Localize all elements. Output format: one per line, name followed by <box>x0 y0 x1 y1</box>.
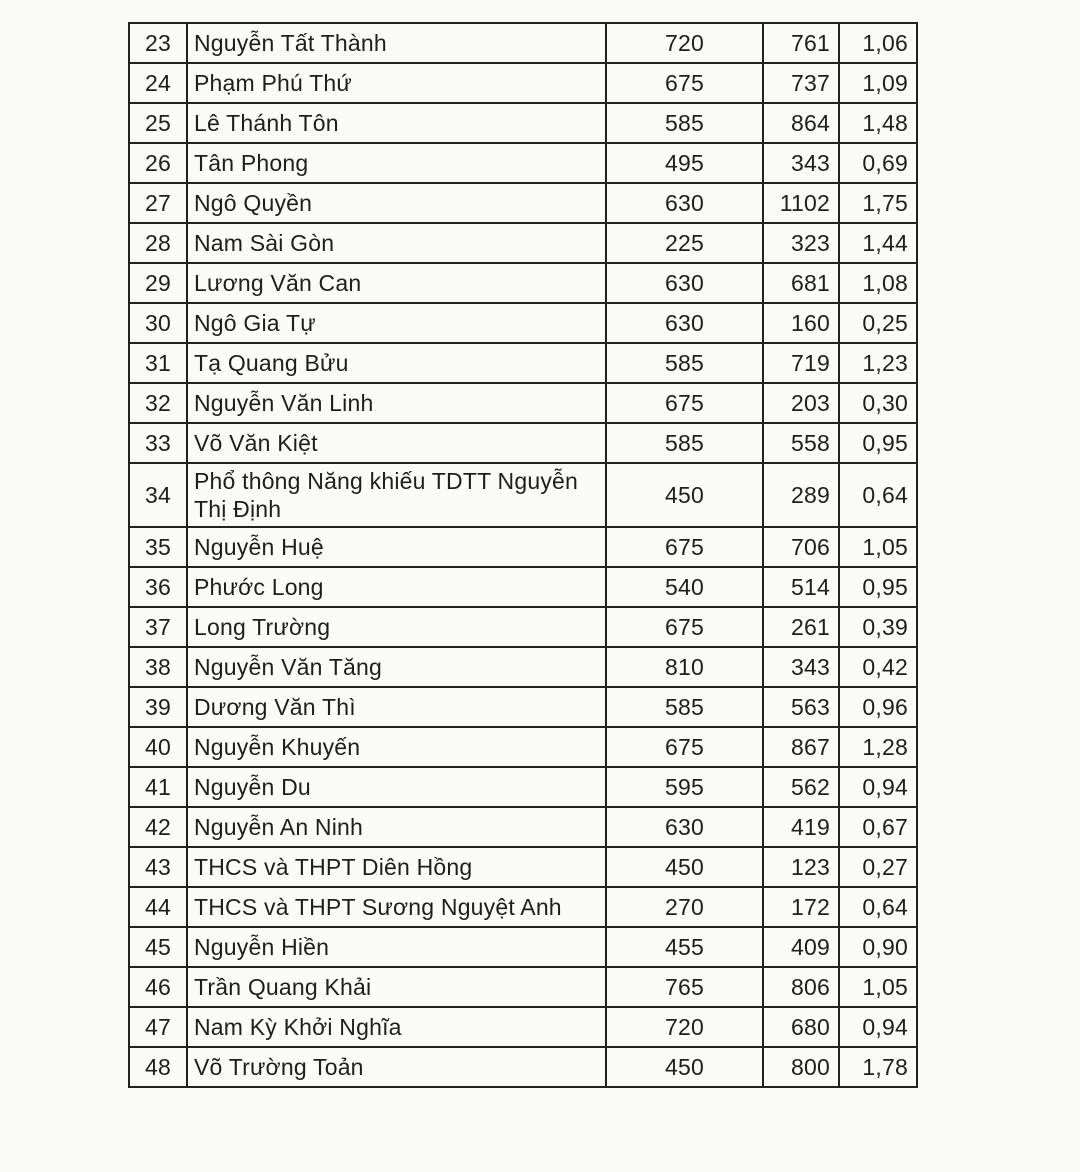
ratio-cell: 0,64 <box>839 463 917 527</box>
quota-cell: 450 <box>606 1047 763 1087</box>
ratio-cell: 0,94 <box>839 767 917 807</box>
table-row <box>129 767 917 807</box>
row-number-cell: 36 <box>129 567 187 607</box>
applicants-cell: 160 <box>763 303 839 343</box>
quota-cell: 540 <box>606 567 763 607</box>
school-name-cell: Nam Kỳ Khởi Nghĩa <box>187 1007 606 1047</box>
school-name-cell: Nguyễn Huệ <box>187 527 606 567</box>
school-name-cell: Nguyễn Tất Thành <box>187 23 606 63</box>
quota-cell: 585 <box>606 423 763 463</box>
row-number-cell: 26 <box>129 143 187 183</box>
applicants-cell: 681 <box>763 263 839 303</box>
row-number-cell: 29 <box>129 263 187 303</box>
ratio-cell: 0,94 <box>839 1007 917 1047</box>
quota-cell: 270 <box>606 887 763 927</box>
school-name-cell: Tạ Quang Bửu <box>187 343 606 383</box>
school-name-cell: Nguyễn Du <box>187 767 606 807</box>
ratio-cell: 1,28 <box>839 727 917 767</box>
applicants-cell: 261 <box>763 607 839 647</box>
quota-cell: 450 <box>606 463 763 527</box>
ratio-cell: 1,44 <box>839 223 917 263</box>
quota-cell: 675 <box>606 63 763 103</box>
quota-cell: 585 <box>606 103 763 143</box>
applicants-cell: 289 <box>763 463 839 527</box>
ratio-cell: 0,42 <box>839 647 917 687</box>
row-number-cell: 32 <box>129 383 187 423</box>
table-row <box>129 647 917 687</box>
school-name-cell: Võ Văn Kiệt <box>187 423 606 463</box>
school-name-cell: Ngô Gia Tự <box>187 303 606 343</box>
applicants-cell: 562 <box>763 767 839 807</box>
ratio-cell: 1,05 <box>839 527 917 567</box>
school-name-cell: Nguyễn Hiền <box>187 927 606 967</box>
applicants-cell: 514 <box>763 567 839 607</box>
applicants-cell: 706 <box>763 527 839 567</box>
quota-cell: 675 <box>606 383 763 423</box>
table-row <box>129 967 917 1007</box>
school-name-cell: THCS và THPT Diên Hồng <box>187 847 606 887</box>
school-name-cell: Ngô Quyền <box>187 183 606 223</box>
applicants-cell: 761 <box>763 23 839 63</box>
quota-cell: 225 <box>606 223 763 263</box>
row-number-cell: 35 <box>129 527 187 567</box>
applicants-cell: 558 <box>763 423 839 463</box>
ratio-cell: 0,90 <box>839 927 917 967</box>
row-number-cell: 30 <box>129 303 187 343</box>
table-row <box>129 223 917 263</box>
ratio-cell: 0,67 <box>839 807 917 847</box>
school-name-cell: THCS và THPT Sương Nguyệt Anh <box>187 887 606 927</box>
table-row <box>129 1047 917 1087</box>
row-number-cell: 48 <box>129 1047 187 1087</box>
row-number-cell: 27 <box>129 183 187 223</box>
table-row <box>129 847 917 887</box>
table-row <box>129 1007 917 1047</box>
row-number-cell: 43 <box>129 847 187 887</box>
applicants-cell: 1102 <box>763 183 839 223</box>
row-number-cell: 46 <box>129 967 187 1007</box>
row-number-cell: 41 <box>129 767 187 807</box>
applicants-cell: 409 <box>763 927 839 967</box>
school-table <box>128 22 918 1088</box>
applicants-cell: 719 <box>763 343 839 383</box>
ratio-cell: 0,96 <box>839 687 917 727</box>
ratio-cell: 0,95 <box>839 567 917 607</box>
table-row <box>129 423 917 463</box>
school-name-cell: Tân Phong <box>187 143 606 183</box>
ratio-cell: 0,39 <box>839 607 917 647</box>
applicants-cell: 419 <box>763 807 839 847</box>
school-name-cell: Trần Quang Khải <box>187 967 606 1007</box>
ratio-cell: 0,30 <box>839 383 917 423</box>
quota-cell: 585 <box>606 343 763 383</box>
row-number-cell: 45 <box>129 927 187 967</box>
applicants-cell: 203 <box>763 383 839 423</box>
ratio-cell: 1,23 <box>839 343 917 383</box>
ratio-cell: 1,78 <box>839 1047 917 1087</box>
row-number-cell: 34 <box>129 463 187 527</box>
applicants-cell: 123 <box>763 847 839 887</box>
applicants-cell: 343 <box>763 647 839 687</box>
ratio-cell: 1,09 <box>839 63 917 103</box>
quota-cell: 595 <box>606 767 763 807</box>
table-row <box>129 807 917 847</box>
ratio-cell: 0,27 <box>839 847 917 887</box>
table-row <box>129 567 917 607</box>
quota-cell: 720 <box>606 1007 763 1047</box>
school-name-cell: Phổ thông Năng khiếu TDTT Nguyễn Thị Định <box>187 463 606 527</box>
quota-cell: 630 <box>606 183 763 223</box>
applicants-cell: 800 <box>763 1047 839 1087</box>
row-number-cell: 39 <box>129 687 187 727</box>
quota-cell: 495 <box>606 143 763 183</box>
row-number-cell: 47 <box>129 1007 187 1047</box>
school-name-cell: Phạm Phú Thứ <box>187 63 606 103</box>
quota-cell: 450 <box>606 847 763 887</box>
quota-cell: 675 <box>606 527 763 567</box>
quota-cell: 630 <box>606 807 763 847</box>
table-row <box>129 527 917 567</box>
ratio-cell: 0,69 <box>839 143 917 183</box>
applicants-cell: 563 <box>763 687 839 727</box>
school-name-cell: Nguyễn An Ninh <box>187 807 606 847</box>
table-row <box>129 927 917 967</box>
ratio-cell: 0,95 <box>839 423 917 463</box>
row-number-cell: 24 <box>129 63 187 103</box>
school-name-cell: Nguyễn Văn Tăng <box>187 647 606 687</box>
applicants-cell: 864 <box>763 103 839 143</box>
applicants-cell: 343 <box>763 143 839 183</box>
quota-cell: 810 <box>606 647 763 687</box>
ratio-cell: 1,05 <box>839 967 917 1007</box>
quota-cell: 455 <box>606 927 763 967</box>
table-row <box>129 463 917 527</box>
table-row <box>129 263 917 303</box>
ratio-cell: 0,64 <box>839 887 917 927</box>
ratio-cell: 1,48 <box>839 103 917 143</box>
table-row <box>129 343 917 383</box>
school-name-cell: Nam Sài Gòn <box>187 223 606 263</box>
row-number-cell: 44 <box>129 887 187 927</box>
school-name-cell: Lê Thánh Tôn <box>187 103 606 143</box>
applicants-cell: 737 <box>763 63 839 103</box>
quota-cell: 720 <box>606 23 763 63</box>
row-number-cell: 25 <box>129 103 187 143</box>
applicants-cell: 806 <box>763 967 839 1007</box>
school-name-cell: Lương Văn Can <box>187 263 606 303</box>
quota-cell: 675 <box>606 727 763 767</box>
table-row <box>129 143 917 183</box>
table-row <box>129 887 917 927</box>
table-row <box>129 383 917 423</box>
school-name-cell: Nguyễn Khuyến <box>187 727 606 767</box>
table-row <box>129 607 917 647</box>
table-row <box>129 63 917 103</box>
ratio-cell: 1,75 <box>839 183 917 223</box>
table-row <box>129 727 917 767</box>
quota-cell: 675 <box>606 607 763 647</box>
row-number-cell: 42 <box>129 807 187 847</box>
quota-cell: 585 <box>606 687 763 727</box>
row-number-cell: 33 <box>129 423 187 463</box>
school-name-cell: Phước Long <box>187 567 606 607</box>
row-number-cell: 23 <box>129 23 187 63</box>
school-name-cell: Long Trường <box>187 607 606 647</box>
school-name-cell: Dương Văn Thì <box>187 687 606 727</box>
ratio-cell: 0,25 <box>839 303 917 343</box>
row-number-cell: 38 <box>129 647 187 687</box>
row-number-cell: 40 <box>129 727 187 767</box>
row-number-cell: 31 <box>129 343 187 383</box>
quota-cell: 630 <box>606 303 763 343</box>
quota-cell: 630 <box>606 263 763 303</box>
ratio-cell: 1,06 <box>839 23 917 63</box>
row-number-cell: 28 <box>129 223 187 263</box>
table-row <box>129 303 917 343</box>
school-name-cell: Nguyễn Văn Linh <box>187 383 606 423</box>
row-number-cell: 37 <box>129 607 187 647</box>
ratio-cell: 1,08 <box>839 263 917 303</box>
table-row <box>129 687 917 727</box>
school-name-cell: Võ Trường Toản <box>187 1047 606 1087</box>
table-row <box>129 183 917 223</box>
applicants-cell: 323 <box>763 223 839 263</box>
table-row <box>129 23 917 63</box>
table-body <box>129 23 917 1087</box>
applicants-cell: 680 <box>763 1007 839 1047</box>
table-row <box>129 103 917 143</box>
applicants-cell: 172 <box>763 887 839 927</box>
applicants-cell: 867 <box>763 727 839 767</box>
quota-cell: 765 <box>606 967 763 1007</box>
